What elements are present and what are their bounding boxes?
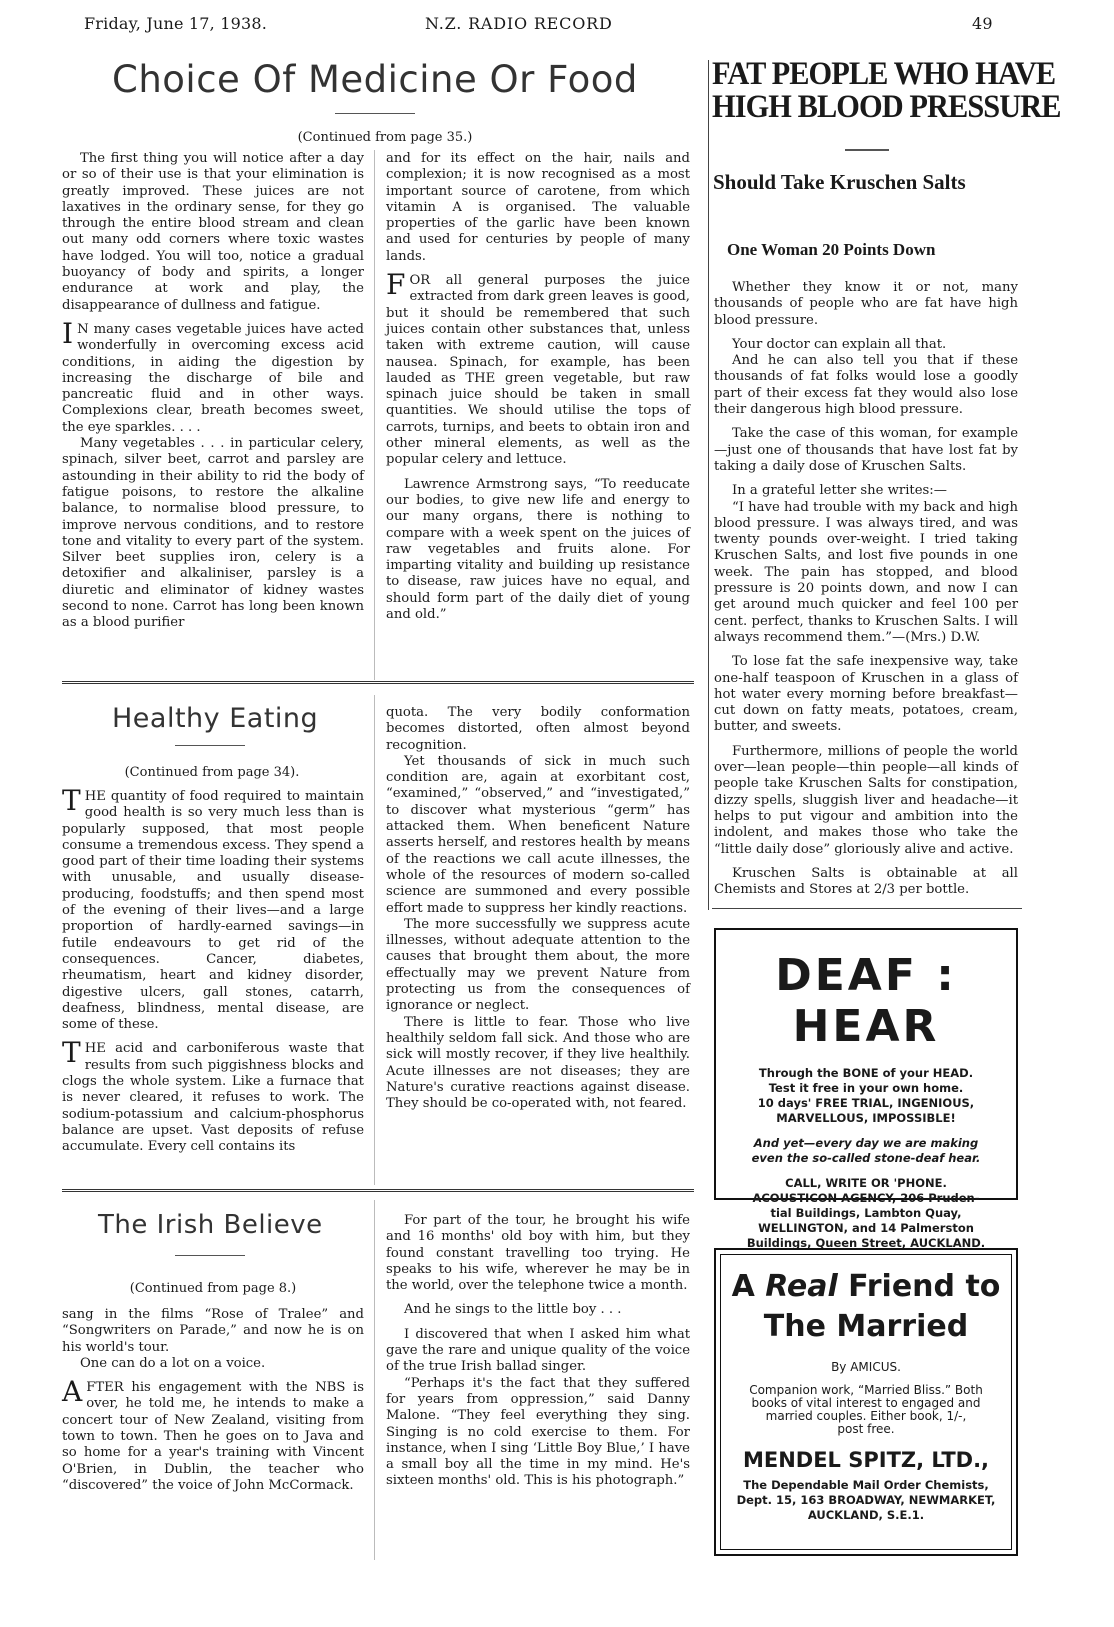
drop-cap: I [62,316,74,350]
ad-line: books of vital interest to engaged and [751,1396,981,1410]
header-date: Friday, June 17, 1938. [84,14,268,33]
header-page-number: 49 [972,14,993,33]
paragraph: THE acid and carboniferous waste that results from such piggishness blocks and clogs the whole system. Like a furnace that is never cleared, it refuses to work. The sodium-potassium and calcium-phosphorus balance are upset. Vast deposits of refuse accumulate. Every cell contains its [62,1036,364,1155]
kruschen-body [714,280,1018,898]
deaf-hear-ad [714,928,1018,1250]
paragraph: Whether they know it or not, many thousands of people who are fat have high blood pressure. [714,280,1018,328]
paragraph: AFTER his engagement with the NBS is over, he told me, he intends to make a concert tour of New Zealand, visiting from town to town. Then he goes on to Java and so home for a year's training with Vincent O'Brien, in Dublin, the teacher who “discovered” the voice of John McCormack. [62,1375,364,1493]
ad-line: AUCKLAND, S.E.1. [807,1508,925,1522]
paragraph: Lawrence Armstrong says, “To reeducate our bodies, to give new life and energy to our many organs, there is nothing to compare with a week spent on the juices of raw vegetables and fruits alone. For imparting vitality and building up resistance to disease, raw juices have no equal, and should form part of the daily diet of young and old.” [386,476,690,623]
ad-line: WELLINGTON, and 14 Palmerston [758,1221,974,1235]
kruschen-subhead: Should Take Kruschen Salts [713,170,966,194]
title-rule [335,113,415,114]
paragraph: Yet thousands of sick in much such condition are, again at exorbitant cost, “examined,” “observed,” and “investigated,” to discover what mysterious “germ” has attacked them. When beneficent Nature asserts herself, and restores health by means of the reactions we call acute illnesses, the whole of the resources of modern so-called science are summoned and every possible effort made to suppress her kindly reactions. [386,753,691,916]
header-publication: N.Z. RADIO RECORD [425,14,613,33]
title-rule [175,1255,245,1256]
paragraph: For part of the tour, he brought his wife and 16 months' old boy with him, but they found constant travelling too trying. He speaks to his wife, wherever he may be in the world, over the telephone twice a month. [386,1213,690,1294]
column-divider [374,1200,375,1560]
article-column [62,784,364,1156]
paragraph: To lose fat the safe inexpensive way, take one-half teaspoon of Kruschen in a glass of hot water every morning before breakfast—cut down on fatty meats, potatoes, cream, butter, and sweets. [714,654,1018,735]
paragraph: The more successfully we suppress acute illnesses, without adequate attention to the causes that brought them about, the more effectually may we prevent Nature from protecting us from the consequences of ignorance or neglect. [386,916,690,1014]
deaf-hear-title: DEAF : HEAR [775,950,957,1052]
paragraph: quota. The very bodily conformation becomes distorted, often almost beyond recognition. [386,705,690,753]
paragraph: Your doctor can explain all that. [732,336,947,352]
section-divider [62,1189,694,1192]
continued-note: (Continued from page 34). [124,765,300,780]
real-friend-ad [714,1248,1018,1556]
column-divider [374,695,375,1185]
drop-cap: T [62,784,81,817]
ad-line: ACOUSTICON AGENCY, 206 Pruden- [752,1191,980,1205]
ad-line: MARVELLOUS, IMPOSSIBLE! [776,1111,956,1125]
ad-line: Buildings, Queen Street, AUCKLAND. [746,1236,986,1250]
ad-line: married couples. Either book, 1/-, [765,1409,967,1423]
paragraph: Kruschen Salts is obtainable at all Chemists and Stores at 2/3 per bottle. [714,865,1018,898]
paragraph: and for its effect on the hair, nails and complexion; it is now recognised as a most important source of carotene, from which vitamin A is organised. The valuable properties of the garlic have been known and used for centuries by people of many lands. [386,151,690,264]
byline: By AMICUS. [831,1360,901,1374]
ad-line: 10 days' FREE TRIAL, INGENIOUS, [757,1096,975,1110]
ad-line: even the so-called stone-deaf hear. [751,1151,981,1165]
kruschen-headline: FAT PEOPLE WHO HAVE HIGH BLOOD PRESSURE [712,56,1061,125]
paragraph: In a grateful letter she writes:— [732,483,947,499]
article-column [386,705,690,1112]
continued-note: (Continued from page 8.) [129,1281,297,1296]
paragraph: FOR all general purposes the juice extracted from dark green leaves is good, but it should be remembered that such juices contain other substances that, unless taken with extreme caution, will cause nausea. Spinach, for example, has been lauded as THE green vegetable, but raw spinach juice should be taken in small quantities. We should utilise the tops of carrots, turnips, and beets to obtain iron and other mineral elements, as well as the popular celery and lettuce. [386,268,690,468]
drop-cap: F [386,268,406,302]
paragraph: Take the case of this woman, for example—just one of thousands that have lost fat by taking a daily dose of Kruschen Salts. [714,426,1018,474]
ad-line: The Dependable Mail Order Chemists, [743,1478,989,1492]
ad-line: CALL, WRITE OR 'PHONE. [785,1176,947,1190]
article-column [386,151,690,623]
paragraph: sang in the films “Rose of Tralee” and “Songwriters on Parade,” and now he is on his world's tour. [62,1307,364,1355]
article-column [386,1213,690,1490]
article-column [62,1307,364,1494]
paragraph: I N many cases vegetable juices have acted wonderfully in overcoming excess acid conditions, in aiding the digestion by increasing the discharge of bile and pancreatic fluid and in other ways. Complexions clear, breath becomes sweet, the eye sparkles. . . . [62,316,364,435]
ad-line: And yet—every day we are making [753,1136,979,1150]
continued-note: (Continued from page 35.) [297,130,473,145]
paragraph: I discovered that when I asked him what gave the rare and unique quality of the voice of the true Irish ballad singer. [386,1326,690,1375]
paragraph: “I have had trouble with my back and high blood pressure. I was always tired, and was twenty pounds over-weight. I tried taking Kruschen Salts, and lost five pounds in one week. The pain has stopped, and blood pressure is 20 points down, and now I can get around much quicker and feel 100 per cent. perfect, thanks to Kruschen Salts. I will always recommend them.”—(Mrs.) D.W. [714,499,1018,645]
title-rule [845,149,889,151]
ad-line: post free. [837,1422,895,1436]
ad-line: Through the BONE of your HEAD. [758,1066,974,1080]
article-title-medicine: Choice Of Medicine Or Food [112,58,638,101]
real-friend-title: A Real Friend to [731,1269,1001,1304]
real-friend-title-2: The Married [763,1309,969,1344]
paragraph: Many vegetables . . . in particular celery, spinach, silver beet, carrot and parsley are astounding in their ability to rid the body of fatigue poisons, to restore the alkaline balance, to normalise blood pressure, to improve nervous conditions, and to restore tone and vitality to every part of the system. Silver beet supplies iron, celery is a detoxifier and alkaliniser, parsley is a diuretic and eliminator of kidney wastes second to none. Carrot has long been known as a blood purifier [62,436,364,631]
section-divider [62,681,694,684]
paragraph: “Perhaps it's the fact that they suffered for years from oppression,” said Danny Malone. “They feel everything they sing. Singing is no cold exercise to them. For instance, when I sing ‘Little Boy Blue,’ I have a small boy all the time in my mind. He's sixteen months' old. This is his photograph.” [386,1375,690,1489]
ad-line: tial Buildings, Lambton Quay, [770,1206,962,1220]
ad-line: Test it free in your own home. [768,1081,964,1095]
ad-line: Dept. 15, 163 BROADWAY, NEWMARKET, [736,1493,996,1507]
title-rule [175,745,245,746]
drop-cap: T [62,1036,81,1070]
article-title-irish-believe: The Irish Believe [98,1210,323,1240]
paragraph: The first thing you will notice after a day or so of their use is that your elimination is greatly improved. These juices are not laxatives in the ordinary sense, for they go through the entire blood stream and clean out many odd corners where toxic wastes have lodged. You will too, notice a gradual buoyancy of body and spirits, a longer endurance at work and play, the disappearance of dullness and fatigue. [62,151,364,313]
paragraph: THE quantity of food required to maintain good health is so very much less than is popularly supposed, that most people consume a tremendous excess. They spend a good part of their time loading their systems with unusable, and usually disease-producing, foodstuffs; and then spend most of the evening of their lives—and a large proportion of hardly-earned savings—in futile endeavours to get rid of the consequences. Cancer, diabetes, rheumatism, heart and kidney disorder, digestive ulcers, gall stones, catarrh, deafness, blindness, mental disease, are some of these. [62,784,364,1033]
article-title-healthy-eating: Healthy Eating [112,703,319,734]
article-column [62,151,364,632]
paragraph: There is little to fear. Those who live healthily seldom fall sick. And those who are sick will mostly recover, if they live healthily. Acute illnesses are not diseases; they are Nature's curative reactions against disease. They should be co-operated with, not feared. [386,1014,690,1112]
column-divider [708,60,709,910]
paragraph: And he sings to the little boy . . . [404,1302,622,1318]
ad-divider [712,908,1022,909]
company-name: MENDEL SPITZ, LTD., [742,1448,990,1472]
column-divider [374,150,375,680]
paragraph: Furthermore, millions of people the world over—lean people—thin people—all kinds of people take Kruschen Salts for constipation, dizzy spells, sluggish liver and headache—it helps to put vigour and ambition into the indolent, and makes those who take the “little daily dose” gloriously alive and active. [714,743,1018,857]
paragraph: One can do a lot on a voice. [80,1355,266,1371]
kruschen-subhead-2: One Woman 20 Points Down [727,240,936,259]
drop-cap: A [62,1375,83,1409]
paragraph: And he can also tell you that if these thousands of fat folks would lose a goodly part of their excess fat they would also lose their dangerous high blood pressure. [714,353,1018,418]
ad-line: Companion work, “Married Bliss.” Both [749,1383,983,1397]
